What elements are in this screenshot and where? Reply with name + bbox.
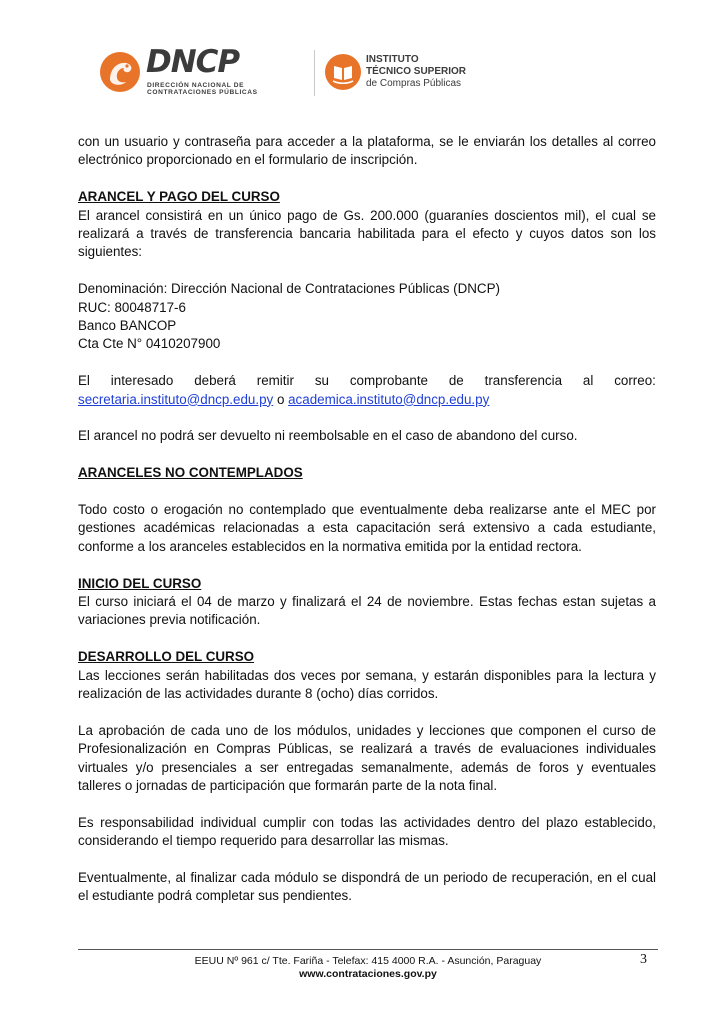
instituto-line3: de Compras Públicas bbox=[366, 78, 462, 89]
intro-paragraph: con un usuario y contraseña para acceder a la plataforma, se le enviarán los detalles al correo electrónico proporcionado en el formulario de inscripción. bbox=[78, 134, 656, 168]
email-link-academica[interactable]: academica.instituto@dncp.edu.py bbox=[288, 391, 490, 407]
remit-word: de bbox=[448, 373, 464, 389]
remit-word: El bbox=[78, 373, 90, 389]
desarrollo-paragraph-3: Es responsabilidad individual cumplir con todas las actividades dentro del plazo establecido, considerando el tiempo requerido para desarrollar las mismas. bbox=[78, 814, 656, 849]
header-divider bbox=[314, 50, 315, 96]
section-heading-aranceles-no-contemplados: ARANCELES NO CONTEMPLADOS bbox=[78, 465, 303, 481]
book-emblem-icon bbox=[325, 54, 361, 90]
remit-word: su bbox=[314, 373, 329, 389]
email-link-secretaria[interactable]: secretaria.instituto@dncp.edu.py bbox=[78, 391, 274, 407]
footer-address: EEUU Nº 961 c/ Tte. Fariña - Telefax: 415 4000 R.A. - Asunción, Paraguay bbox=[194, 955, 542, 967]
footer-website[interactable]: www.contrataciones.gov.py bbox=[299, 968, 437, 980]
remit-word: interesado bbox=[110, 373, 174, 389]
instituto-line2: TÉCNICO SUPERIOR bbox=[366, 66, 467, 77]
dncp-emblem-icon bbox=[100, 52, 140, 92]
desarrollo-paragraph-4: Eventualmente, al finalizar cada módulo se dispondrá de un periodo de recuperación, en el cual el estudiante podrá completar sus pendientes. bbox=[78, 870, 656, 904]
remit-word: correo: bbox=[614, 373, 656, 389]
no-refund-paragraph: El arancel no podrá ser devuelto ni reembolsable en el caso de abandono del curso. bbox=[78, 428, 578, 444]
dncp-subtitle-line1: DIRECCIÓN NACIONAL DE bbox=[147, 82, 245, 89]
page-number: 3 bbox=[640, 952, 647, 967]
dncp-subtitle-line2: CONTRATACIONES PÚBLICAS bbox=[147, 89, 258, 97]
section-heading-inicio: INICIO DEL CURSO bbox=[78, 575, 202, 591]
arancel-paragraph: El arancel consistirá en un único pago de Gs. 200.000 (guaraníes doscientos mil), el cual se realizará a través de transferencia bancaria habilitada para el efecto y cuyos datos son los siguientes: bbox=[78, 207, 656, 260]
bank-ruc: RUC: 80048717-6 bbox=[78, 299, 186, 315]
document-body bbox=[78, 133, 656, 906]
remit-word: comprobante bbox=[349, 373, 428, 389]
dncp-subtitle bbox=[147, 82, 258, 96]
remit-word: deberá bbox=[194, 373, 236, 389]
section-heading-arancel: ARANCEL Y PAGO DEL CURSO bbox=[78, 189, 280, 205]
desarrollo-paragraph-2: La aprobación de cada uno de los módulos, unidades y lecciones que componen el curso de Profesionalización en Compras Públicas, se realizará a través de evaluaciones individuales virtuales y/o presenciales a ser entregadas semanalmente, además de foros y eventuales talleres o jornadas de participación que formarán parte de la nota final. bbox=[78, 722, 656, 794]
page-footer bbox=[78, 955, 658, 981]
footer-divider bbox=[78, 949, 658, 950]
desarrollo-paragraph-1: Las lecciones serán habilitadas dos veces por semana, y estarán disponibles para la lectura y realización de las actividades durante 8 (ocho) días corridos. bbox=[78, 667, 656, 702]
remit-paragraph-line1 bbox=[78, 372, 656, 390]
remit-paragraph-line2 bbox=[78, 391, 656, 409]
section-heading-desarrollo: DESARROLLO DEL CURSO bbox=[78, 649, 255, 665]
bank-account: Cta Cte N° 0410207900 bbox=[78, 336, 221, 352]
aranceles-paragraph: Todo costo o erogación no contemplado que eventualmente deba realizarse ante el MEC por gestiones académicas relacionadas a esta capacitación será extensivo a cada estudiante, conforme a los aranceles establecidos en la normativa emitida por la entidad rectora. bbox=[78, 502, 656, 554]
bank-name: Banco BANCOP bbox=[78, 318, 177, 334]
remit-word: transferencia bbox=[484, 373, 563, 389]
instituto-logo bbox=[325, 52, 525, 96]
email-separator: o bbox=[273, 391, 289, 407]
remit-word: remitir bbox=[256, 373, 294, 389]
remit-word: al bbox=[582, 373, 594, 389]
inicio-paragraph: El curso iniciará el 04 de marzo y finalizará el 24 de noviembre. Estas fechas estan sujetas a variaciones previa notificación. bbox=[78, 594, 656, 628]
bank-denominacion: Denominación: Dirección Nacional de Contrataciones Públicas (DNCP) bbox=[78, 281, 500, 297]
dncp-logo bbox=[100, 44, 260, 98]
dncp-wordmark: DNCP bbox=[146, 44, 240, 80]
page-header bbox=[100, 44, 620, 104]
instituto-line1: INSTITUTO bbox=[366, 54, 419, 65]
instituto-text bbox=[366, 54, 466, 90]
